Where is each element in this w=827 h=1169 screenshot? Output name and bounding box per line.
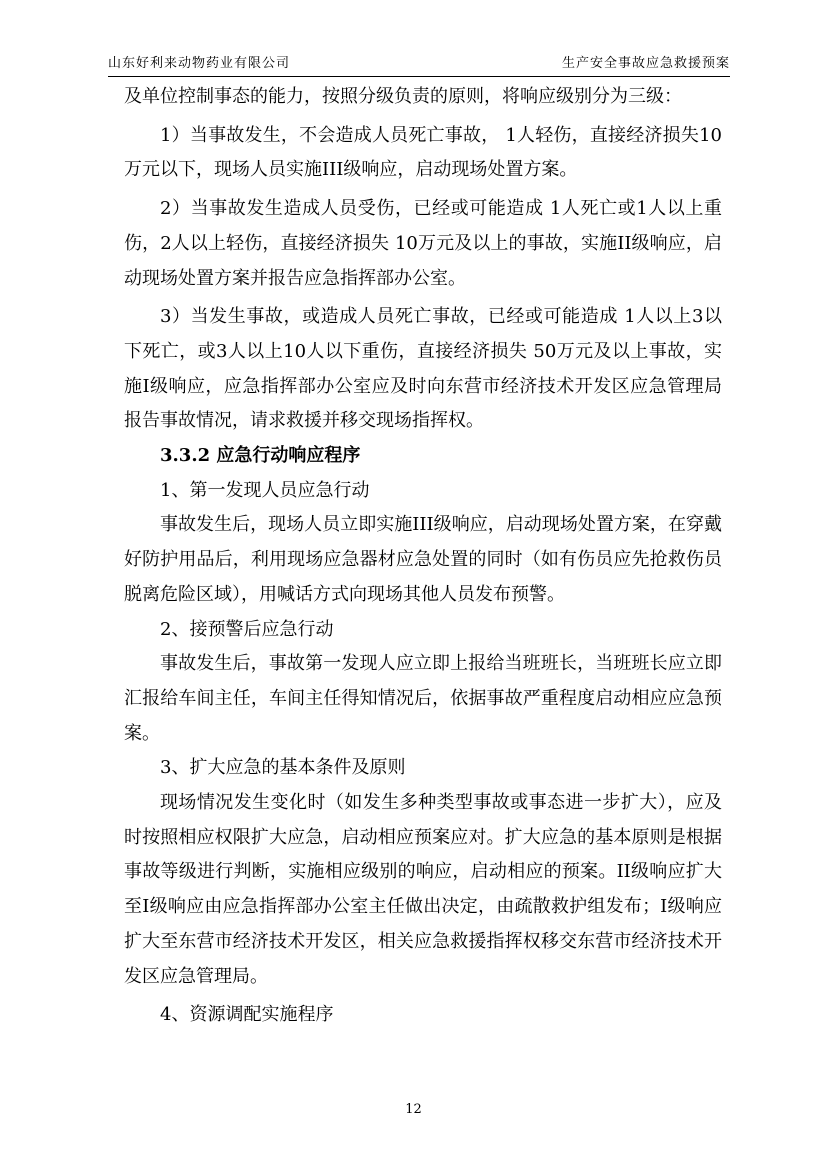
document-body	[124, 80, 722, 1033]
header-company: 山东好利来动物药业有限公司	[108, 56, 291, 71]
paragraph-level-3: 1）当事故发生，不会造成人员死亡事故， 1人轻伤，直接经济损失10万元以下，现场人员实施III级响应，启动现场处置方案。	[124, 124, 722, 181]
subsection-3-title: 3、扩大应急的基本条件及原则	[160, 757, 406, 779]
header-doc-title: 生产安全事故应急救援预案	[561, 56, 730, 71]
paragraph-level-1: 3）当发生事故，或造成人员死亡事故，已经或可能造成 1人以上3以下死亡，或3人以上10人以下重伤，直接经济损失 50万元及以上事故，实施I级响应，应急指挥部办公室应及时向东营市经济技术开发区应急管理局报告事故情况，请求救援并移交现场指挥权。	[124, 306, 722, 432]
subsection-2-title: 2、接预警后应急行动	[160, 618, 334, 640]
subsection-4-title: 4、资源调配实施程序	[160, 1004, 334, 1026]
page-header	[108, 54, 730, 77]
paragraph-level-2: 2）当事故发生造成人员受伤，已经或可能造成 1人死亡或1人以上重伤，2人以上轻伤，直接经济损失 10万元及以上的事故，实施II级响应，启动现场处置方案并报告应急指挥部办公室。	[124, 198, 722, 289]
subsection-1-text: 事故发生后，现场人员立即实施III级响应，启动现场处置方案，在穿戴好防护用品后，利用现场应急器材应急处置的同时（如有伤员应先抢救伤员脱离危险区域），用喊话方式向现场其他人员发布预警。	[124, 514, 722, 605]
paragraph-continuation: 及单位控制事态的能力，按照分级负责的原则，将响应级别分为三级：	[124, 86, 682, 107]
subsection-1-title: 1、第一发现人员应急行动	[160, 479, 370, 501]
subsection-3-text: 现场情况发生变化时（如发生多种类型事故或事态进一步扩大），应及时按照相应权限扩大应急，启动相应预案应对。扩大应急的基本原则是根据事故等级进行判断，实施相应级别的响应，启动相应的预案。II级响应扩大至I级响应由应急指挥部办公室主任做出决定，由疏散救护组发布；I级响应扩大至东营市经济技术开发区，相关应急救援指挥权移交东营市经济技术开发区应急管理局。	[124, 792, 722, 987]
subsection-2-text: 事故发生后，事故第一发现人应立即上报给当班班长，当班班长应立即汇报给车间主任，车间主任得知情况后，依据事故严重程度启动相应应急预案。	[124, 653, 722, 744]
section-heading: 3.3.2 应急行动响应程序	[160, 445, 361, 467]
page-number: 12	[405, 1102, 422, 1117]
